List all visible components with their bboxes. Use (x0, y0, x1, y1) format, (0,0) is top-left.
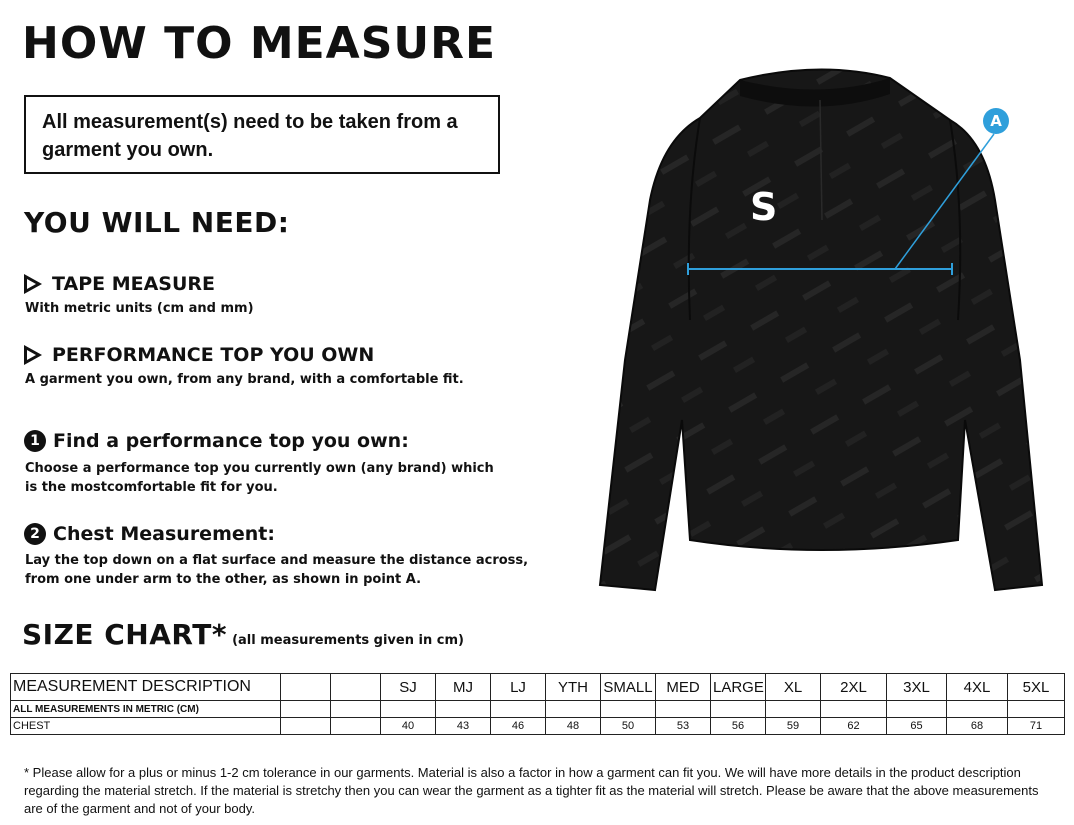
chest-value: 46 (491, 718, 546, 735)
size-header: 5XL (1008, 674, 1065, 701)
step-line: Choose a performance top you currently own (any brand) which (25, 461, 494, 476)
size-header: 2XL (821, 674, 887, 701)
item-heading-label: PERFORMANCE TOP YOU OWN (52, 344, 375, 366)
triangle-bullet-icon (24, 274, 42, 294)
header-description: MEASUREMENT DESCRIPTION (11, 674, 281, 701)
size-header: XL (766, 674, 821, 701)
step-text-2 (25, 551, 528, 589)
size-header: 4XL (947, 674, 1008, 701)
brand-logo-icon (750, 185, 777, 229)
chest-value: 40 (381, 718, 436, 735)
step-heading-2 (24, 523, 275, 545)
item-text-top: A garment you own, from any brand, with a comfortable fit. (25, 372, 464, 387)
number-circle-icon: 1 (24, 430, 46, 452)
need-heading: YOU WILL NEED: (24, 206, 290, 239)
size-header: SMALL (601, 674, 656, 701)
chest-value: 53 (656, 718, 711, 735)
item-heading-tape (24, 273, 215, 295)
step-heading-label: Chest Measurement: (53, 523, 275, 545)
size-chart-title (22, 618, 464, 651)
point-a-badge: A (983, 108, 1009, 134)
svg-text:S: S (750, 185, 778, 229)
chest-value: 68 (947, 718, 1008, 735)
footnote: * Please allow for a plus or minus 1-2 cm tolerance in our garments. Material is also a factor in how a garment can fit you. We will have more details in the product description regarding the material stretch. If the material is stretchy then you can wear the garment as a tighter fit as the material will stretch. Please be aware that the above measurements are of the garment and not of your body. (24, 765, 1039, 816)
notice-box: All measurement(s) need to be taken from a garment you own. (24, 95, 500, 174)
chest-value: 59 (766, 718, 821, 735)
size-header: LARGE (711, 674, 766, 701)
step-line: from one under arm to the other, as shown in point A. (25, 572, 422, 587)
size-chart-heading: SIZE CHART* (22, 618, 227, 651)
size-header: YTH (546, 674, 601, 701)
metric-label: ALL MEASUREMENTS IN METRIC (CM) (11, 701, 281, 718)
size-header: MED (656, 674, 711, 701)
size-header: SJ (381, 674, 436, 701)
step-line: Lay the top down on a flat surface and measure the distance across, (25, 553, 529, 568)
item-heading-top (24, 344, 374, 366)
size-header: MJ (436, 674, 491, 701)
row-label-chest: CHEST (11, 718, 281, 735)
chest-value: 65 (887, 718, 947, 735)
chest-value: 71 (1008, 718, 1065, 735)
step-line: is the mostcomfortable fit for you. (25, 480, 278, 495)
chest-value: 48 (546, 718, 601, 735)
item-text-tape: With metric units (cm and mm) (25, 301, 254, 316)
size-header: LJ (491, 674, 546, 701)
number-circle-icon: 2 (24, 523, 46, 545)
size-chart-table (10, 673, 1065, 735)
chest-value: 56 (711, 718, 766, 735)
item-heading-label: TAPE MEASURE (52, 273, 216, 295)
triangle-bullet-icon (24, 345, 42, 365)
size-header: 3XL (887, 674, 947, 701)
size-chart-note: (all measurements given in cm) (232, 633, 464, 648)
chest-value: 43 (436, 718, 491, 735)
table-row (11, 718, 1065, 735)
table-header-row (11, 674, 1065, 701)
page-title: HOW TO MEASURE (22, 18, 497, 69)
chest-value: 62 (821, 718, 887, 735)
step-heading-1 (24, 430, 409, 452)
chest-value: 50 (601, 718, 656, 735)
table-row (11, 701, 1065, 718)
step-heading-label: Find a performance top you own: (53, 430, 409, 452)
step-text-1 (25, 459, 494, 497)
garment-illustration (590, 60, 1060, 600)
